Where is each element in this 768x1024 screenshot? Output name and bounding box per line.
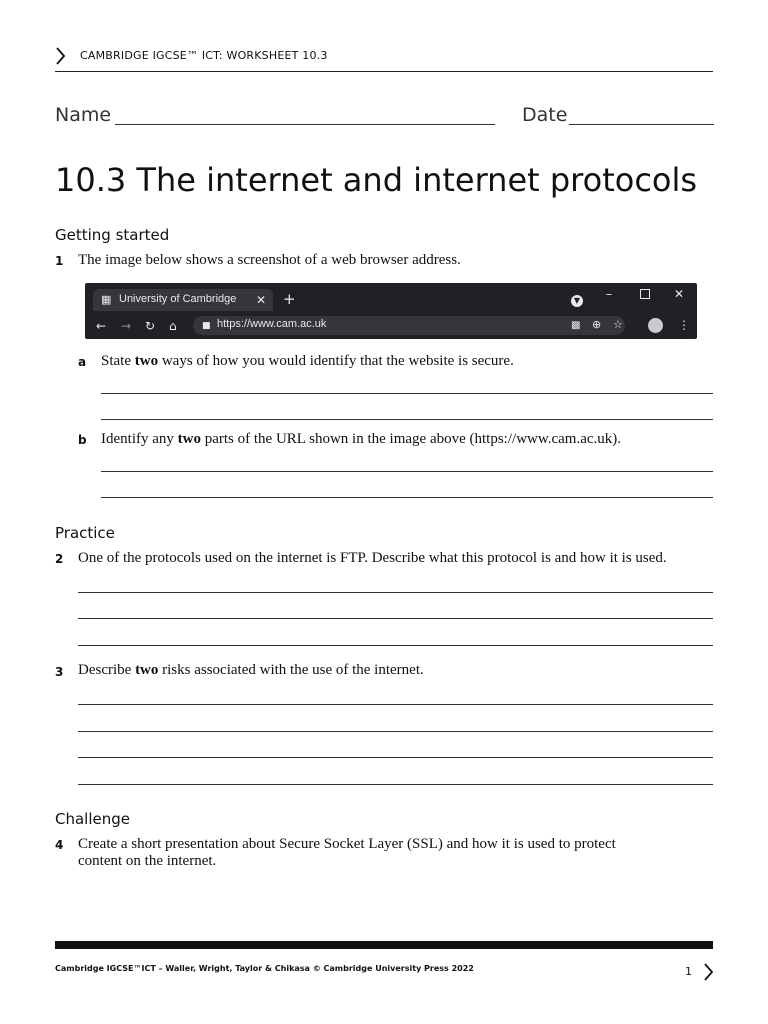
- home-icon: ⌂: [169, 319, 177, 333]
- question-1b-post: parts of the URL shown in the image above (https://www.cam.ac.uk).: [200, 431, 622, 447]
- reload-icon: ↻: [145, 319, 156, 333]
- name-field-line[interactable]: [115, 124, 495, 125]
- question-1a-bold: two: [134, 353, 159, 369]
- back-icon: ←: [96, 319, 107, 333]
- header-rule: [55, 71, 713, 72]
- chrome-logo-icon: ▦: [101, 293, 112, 306]
- answer-line-2-2[interactable]: [78, 618, 713, 619]
- answer-line-3-2[interactable]: [78, 731, 713, 732]
- address-bar: [193, 316, 625, 335]
- question-2-number: 2: [55, 552, 64, 566]
- page-title: 10.3 The internet and internet protocols: [55, 161, 698, 199]
- question-1-text: The image below shows a screenshot of a web browser address.: [78, 252, 461, 268]
- footer-bar: [55, 941, 713, 949]
- qr-code-icon: ▩: [571, 320, 581, 331]
- name-label: Name: [55, 104, 112, 126]
- question-1a-label: a: [78, 355, 87, 369]
- answer-line-1a-2[interactable]: [101, 419, 713, 420]
- answer-line-1b-2[interactable]: [101, 497, 713, 498]
- footer-chevron-icon[interactable]: [703, 963, 713, 985]
- question-1a-post: ways of how you would identify that the website is secure.: [158, 353, 514, 369]
- question-2-text: One of the protocols used on the internet is FTP. Describe what this protocol is and how it is used.: [78, 550, 667, 566]
- question-1b-label: b: [78, 433, 87, 447]
- question-3-bold: two: [135, 662, 159, 678]
- address-url: https://www.cam.ac.uk: [217, 318, 327, 330]
- zoom-icon: ⊕: [592, 318, 602, 331]
- question-3-number: 3: [55, 665, 64, 679]
- lock-icon: ■: [202, 321, 211, 331]
- answer-line-2-1[interactable]: [78, 592, 713, 593]
- question-4-line-1: Create a short presentation about Secure Socket Layer (SSL) and how it is used to protect: [78, 836, 616, 852]
- answer-line-1a-1[interactable]: [101, 393, 713, 394]
- bookmark-star-icon: ☆: [613, 318, 623, 331]
- answer-line-3-4[interactable]: [78, 784, 713, 785]
- section-practice: Practice: [55, 524, 115, 542]
- date-label: Date: [522, 104, 568, 126]
- new-tab-icon: +: [283, 290, 296, 308]
- question-3-post: risks associated with the use of the internet.: [158, 662, 424, 678]
- header-chevron-icon: [55, 47, 65, 69]
- footer-credit: Cambridge IGCSE™ICT – Waller, Wright, Taylor & Chikasa © Cambridge University Press 2022: [55, 964, 474, 973]
- maximize-icon: [640, 289, 650, 299]
- question-3-pre: Describe: [78, 662, 136, 678]
- section-getting-started: Getting started: [55, 226, 170, 244]
- worksheet-header: CAMBRIDGE IGCSE™ ICT: WORKSHEET 10.3: [80, 49, 328, 62]
- answer-line-1b-1[interactable]: [101, 471, 713, 472]
- menu-dots-icon: ⋮: [678, 318, 690, 332]
- section-challenge: Challenge: [55, 810, 130, 828]
- date-field-line[interactable]: [569, 124, 714, 125]
- question-1b-text: [101, 431, 621, 448]
- answer-line-3-1[interactable]: [78, 704, 713, 705]
- question-4-line-2: content on the internet.: [78, 853, 217, 869]
- minimize-icon: –: [606, 287, 612, 301]
- profile-dropdown-icon: ▼: [571, 295, 583, 307]
- browser-tab-title: University of Cambridge: [119, 293, 237, 305]
- question-1-number: 1: [55, 254, 64, 268]
- avatar-icon: [648, 318, 663, 333]
- question-3-text: [78, 662, 424, 679]
- answer-line-2-3[interactable]: [78, 645, 713, 646]
- question-1b-bold: two: [177, 431, 201, 447]
- forward-icon: →: [121, 319, 132, 333]
- question-1a-text: [101, 353, 514, 370]
- window-close-icon: ✕: [674, 287, 685, 301]
- browser-screenshot: [85, 283, 697, 339]
- page-number: 1: [685, 965, 692, 978]
- question-1b-pre: Identify any: [101, 431, 178, 447]
- browser-tab: [93, 289, 273, 311]
- answer-line-3-3[interactable]: [78, 757, 713, 758]
- question-4-number: 4: [55, 838, 64, 852]
- question-1a-pre: State: [101, 353, 135, 369]
- tab-close-icon: ✕: [256, 293, 267, 307]
